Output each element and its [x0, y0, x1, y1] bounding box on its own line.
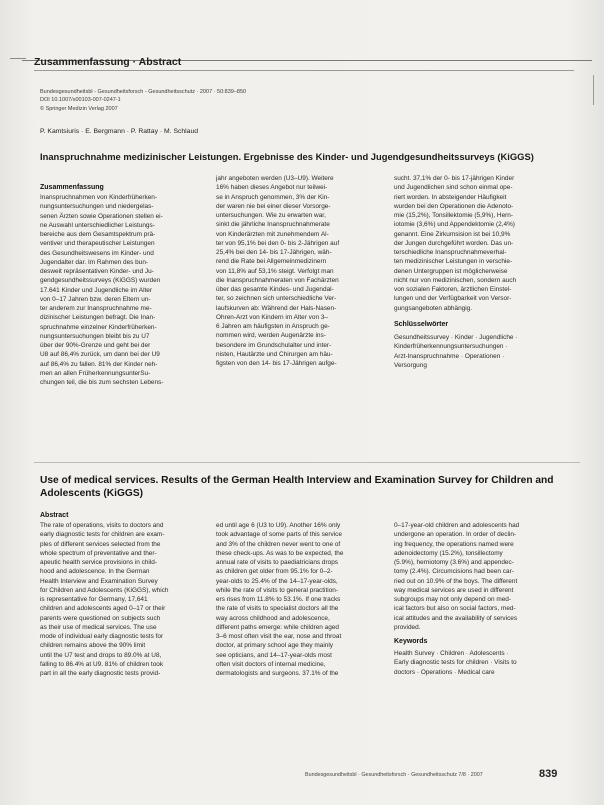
text-line: des Gesundheitswesens im Kinder- und [40, 249, 154, 257]
text-line: Arzt-Inanspruchnahme · Operationen · [394, 352, 505, 360]
text-line: der Jungen durchgeführt worden. Das un- [394, 239, 514, 247]
text-line: von 0–17 Jahren bzw. deren Eltern un- [40, 295, 151, 303]
text-line: different paths emerge: while children aged [216, 623, 339, 631]
german-abstract-column-1 [40, 193, 163, 387]
margin-bracket [593, 75, 600, 105]
page-number: 839 [539, 768, 558, 780]
german-abstract-column-3 [394, 174, 516, 313]
german-abstract-column-2 [216, 174, 339, 368]
text-line: von 11,8% auf 53,1% steigt. Verfolgt man [216, 267, 334, 275]
text-line: sinkt die jährliche Inanspruchnahmerate [216, 221, 330, 229]
text-line: doctor, at primary school age they mainly [216, 642, 334, 650]
text-line: nisten, Hautärzte und Chirurgen am häu- [216, 350, 333, 358]
text-line: terschiedliche Inanspruchnahmeverhal- [394, 249, 507, 256]
text-line: ers rises from 11.8% to 53.1%. If one tracks [216, 596, 341, 603]
text-line: nommen wird, werden Augenärzte ins- [216, 332, 326, 340]
text-line: children and adolescents aged 0–17 or their [40, 605, 166, 613]
english-abstract-column-2 [216, 521, 343, 678]
english-keywords [394, 649, 517, 677]
text-line: mode of individual early diagnostic tests for [40, 633, 164, 640]
text-line: 6 Jahren am häufigsten in Anspruch ge- [216, 323, 330, 330]
author-list: P. Kamtsiuris · E. Bergmann · P. Rattay · M. Schlaud [40, 128, 199, 135]
language-divider [34, 462, 580, 463]
text-line: iotomie (3,6%) und Appendektomie (2,4%) [394, 221, 515, 229]
text-line: ter anderem zur Inanspruchnahme me- [40, 305, 152, 312]
german-keywords [394, 333, 517, 370]
english-abstract-heading: Abstract [40, 512, 69, 519]
text-line: as their use of medical services. The use [40, 623, 157, 631]
english-abstract-column-3 [394, 521, 519, 632]
text-line: se in Anspruch genommen, 3% der Kin- [216, 193, 330, 201]
text-line: ne Auswahl unterschiedlicher Leistungs- [40, 221, 155, 229]
text-line: ical factors but also on social factors, med- [394, 605, 516, 613]
text-line: adenoidectomy (15.2%), tonsillectomy [394, 549, 503, 557]
text-line: jahr angeboten werden (U3–U9). Weitere [216, 175, 334, 182]
text-line: wurden bei den Operationen die Adenoto- [394, 202, 514, 210]
text-line: these check-ups. As was to be expected, the [216, 549, 344, 557]
text-line: Gesundheitssurvey · Kinder · Jugendliche · [394, 334, 518, 341]
text-line: ried out on 10.9% of the boys. The different [394, 577, 518, 585]
text-line: chungen teil, die bis zum sechsten Lebens- [40, 379, 164, 386]
text-line: Jugendalter dar. Im Rahmen des bun- [40, 258, 149, 266]
text-line: (5.9%), herniotomy (3.6%) and appendec- [394, 559, 514, 566]
text-line: The rate of operations, visits to doctors and [40, 522, 164, 529]
text-line: nicht nur von medizinischen, sondern auch [394, 276, 517, 284]
text-line: desweit repräsentativen Kinder- und Ju- [40, 268, 154, 275]
text-line: ples of different services selected from the [40, 540, 161, 548]
text-line: year-olds to 25.4% of the 14–17-year-olds, [216, 577, 338, 585]
text-line: ing frequency, the operations named were [394, 540, 514, 548]
text-line: sucht. 37,1% der 0- bis 17-jährigen Kinder [394, 175, 515, 182]
text-line: provided. [394, 623, 421, 631]
text-line: and 3% of the children never went to one of [216, 540, 341, 548]
publication-meta [40, 88, 246, 113]
text-line: nungsuntersuchungen und niedergelas- [40, 203, 154, 211]
text-line: way across childhood and adolescence, [216, 614, 330, 622]
text-line: Ohren-Arzt von Kindern im Alter von 3– [216, 313, 328, 321]
text-line: untersuchungen. Wie zu erwarten war, [216, 212, 326, 219]
text-line: undergone an operation. In order of declin- [394, 531, 517, 539]
text-line: 17.641 Kinder und Jugendliche im Alter [40, 286, 153, 294]
text-line: mie (15,2%), Tonsillektomie (5,9%), Hern- [394, 212, 514, 219]
text-line: tomy (2.4%). Circumcisions had been car- [394, 568, 514, 576]
text-line: for Children and Adolescents (KiGGS), which [40, 586, 169, 594]
text-line: falling to 86.4% at U9. 81% of children took [40, 660, 164, 668]
margin-mark [10, 58, 26, 59]
text-line: ventiver und therapeutischer Leistungen [40, 240, 155, 248]
text-line: ten medizinischer Leistungen in verschie- [394, 258, 513, 266]
text-line: parents were questioned on subjects such [40, 614, 161, 622]
meta-line-copyright: © Springer Medizin Verlag 2007 [40, 105, 118, 112]
text-line: subgroups may not only depend on med- [394, 596, 512, 603]
text-line: ical attitudes and the availability of services [394, 614, 518, 622]
english-keywords-heading: Keywords [394, 638, 428, 645]
text-line: until the U7 test and drops to 89.0% at U8, [40, 651, 162, 659]
text-line: men an allen FrüherkennungsunterSu- [40, 369, 151, 377]
text-line: way medical services are used in different [394, 586, 514, 594]
text-line: doctors · Operations · Medical care [394, 668, 495, 676]
text-line: nungsuntersuchungen bleibt bis zu U7 [40, 332, 150, 340]
text-line: dermatologists and surgeons. 37.1% of the [216, 670, 339, 677]
text-line: rend die Rate bei Allgemeinmedizinern [216, 258, 327, 266]
text-line: über der 90%-Grenze und geht bei der [40, 342, 151, 349]
text-line: 16% haben dieses Angebot nur teilwei- [216, 184, 328, 192]
text-line: senen Ärzten sowie Operationen stellen ei- [40, 212, 163, 220]
text-line: often visit doctors of internal medicine, [216, 660, 326, 668]
text-line: annual rate of visits to paediatricians drops [216, 559, 339, 566]
text-line: the rate of visits to specialist doctors all the [216, 605, 339, 613]
text-line: whole spectrum of preventative and ther- [40, 549, 157, 557]
banner-rule [34, 70, 574, 71]
text-line: und Jugendlichen sind schon einmal ope- [394, 184, 513, 192]
text-line: riert worden. In absteigender Häufigkeit [394, 193, 507, 201]
text-line: von sozialen Faktoren, ärztlichen Einstel- [394, 286, 512, 293]
text-line: is representative for Germany, 17,641 [40, 596, 148, 603]
german-title: Inanspruchnahme medizinischer Leistungen. Ergebnisse des Kinder- und Jugendgesundheitssurveys (KiGGS) [40, 151, 534, 162]
meta-line-doi: DOI 10.1007/s00103-007-0247-1 [40, 97, 121, 104]
text-line: Health Survey · Children · Adolescents · [394, 650, 509, 657]
text-line: 3–6 most often visit the ear, nose and throat [216, 633, 342, 640]
text-line: Inanspruchnahmen von Kinderfrüherken- [40, 194, 158, 201]
text-line: denen Untergruppen ist möglicherweise [394, 267, 508, 275]
text-line: while the rate of visits to general practition- [216, 586, 339, 594]
text-line: spruchnahme einzelner Kinderfrüherken- [40, 323, 157, 331]
german-abstract-heading: Zusammenfassung [40, 184, 104, 191]
text-line: auf 86,4% zu fallen. 81% der Kinder neh- [40, 360, 158, 368]
english-title: Use of medical services. Results of the German Health Interview and Examination Survey for Children and Adolescents (KiGGS) [40, 475, 554, 499]
text-line: 25,4% bei den 14- bis 17-Jährigen, wäh- [216, 249, 332, 256]
text-line: über das gesamte Kindes- und Jugendal- [216, 286, 334, 293]
text-line: see opticians, and 14–17-year-olds most [216, 651, 332, 659]
text-line: early diagnostic tests for children are exam- [40, 531, 165, 539]
text-line: hood and adolescence. In the German [40, 568, 150, 576]
english-abstract-column-1 [40, 521, 168, 678]
text-line: lungen und der Verfügbarkeit von Versor- [394, 295, 512, 303]
section-banner-title: Zusammenfassung · Abstract [34, 56, 182, 68]
text-line: von Kinderärzten mit zunehmendem Al- [216, 230, 329, 238]
text-line: besondere im Grundschulalter und inter- [216, 341, 332, 349]
text-line: Kinderfrüherkennungsuntersuchungen · [394, 343, 508, 351]
text-line: gungsangeboten abhängig. [394, 304, 473, 312]
text-line: 0–17-year-old children and adolescents had [394, 522, 520, 529]
running-footer: Bundesgesundheitsbl · Gesundheitsforsch · Gesundheitsschutz 7/8 · 2007 [305, 772, 483, 778]
text-line: ter, so zeichnen sich unterschiedliche Ver- [216, 295, 337, 303]
meta-line-journal: Bundesgesundheitsbl - Gesundheitsforsch - Gesundheitsschutz · 2007 · 50:839–850 [40, 89, 247, 95]
text-line: Early diagnostic tests for children · Visits to [394, 659, 517, 667]
text-line: apeutic health service provisions in child- [40, 559, 158, 566]
text-line: as children get older from 95.1% for 0–2- [216, 568, 333, 576]
text-line: der waren nie bei einer dieser Vorsorge- [216, 202, 331, 210]
german-keywords-heading: Schlüsselwörter [394, 321, 449, 328]
text-line: die Inanspruchnahmeraten von Fachärzten [216, 276, 339, 284]
text-line: ed until age 6 (U3 to U9). Another 16% only [216, 522, 341, 529]
text-line: figsten von den 14- bis 17-Jährigen aufge- [216, 360, 337, 367]
text-line: Health Interview and Examination Survey [40, 577, 158, 585]
text-line: ter von 95,1% bei den 0- bis 2-Jährigen auf [216, 239, 340, 247]
text-line: Versorgung [394, 361, 427, 369]
text-line: children remains above the 90% limit [40, 642, 146, 650]
text-line: gendgesundheitssurveys (KiGGS) wurden [40, 277, 161, 285]
text-line: took advantage of some parts of this service [216, 531, 342, 539]
text-line: part in all the early diagnostic tests provid- [40, 670, 161, 677]
text-line: genannt. Eine Zirkumsision ist bei 10,9% [394, 230, 511, 238]
text-line: dizinischer Leistungen befragt. Die Inan- [40, 314, 156, 322]
text-line: U8 auf 86,4% zurück, um dann bei der U9 [40, 351, 160, 359]
text-line: laufskurven ab: Während der Hals-Nasen- [216, 304, 337, 312]
text-line: bereiche aus dem Gesamtspektrum prä- [40, 231, 156, 238]
